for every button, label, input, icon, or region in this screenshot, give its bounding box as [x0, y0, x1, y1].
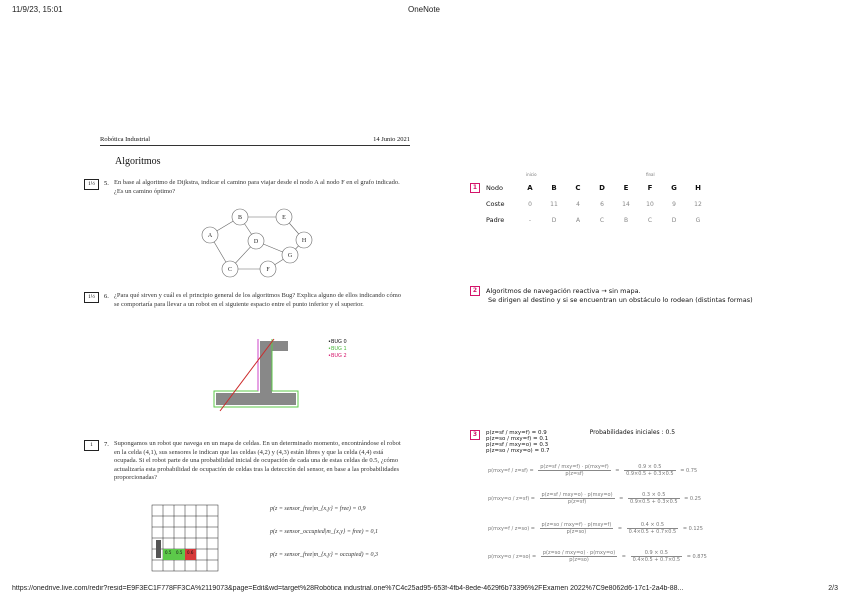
- print-url: https://onedrive.live.com/redir?resid=E9F3EC1F778FF3CA%2119073&page=Edit&wd=target%28Robótica industrial.one%7C4c25ad95-653f-4fb4-8ede-4629f6b73396%2FExamen 2022%7C9e8062d6-17c1-2a4b-88...: [12, 585, 684, 592]
- answer-1-table: [470, 180, 710, 228]
- given-probability: p(z=sf / mxy=f) = 0.9: [486, 430, 547, 436]
- node-header: E: [623, 184, 629, 192]
- node-header: D: [599, 184, 605, 192]
- question-points: 1½: [84, 179, 99, 190]
- table-row: [470, 180, 710, 196]
- table-row: [470, 196, 710, 212]
- sensor-formula: p(z = sensor_occupied|m_{x,y} = free) = 0,1: [270, 529, 379, 535]
- course-name: Robótica Industrial: [100, 136, 151, 143]
- bayes-calc: p(mxy=o / z=so) = $\frac{\text{p(z=so / mxy=o) · p(mxy=o)}}{p(z=so)}$ = $\frac{0.9 \times 0.5}{0.4\times 0.5 + 0.7\times 0.5}$ = 0.875: [488, 550, 707, 563]
- graph-node-label: F: [266, 267, 270, 273]
- grid-cell-label: 0.5: [165, 550, 172, 555]
- node-header: F: [647, 184, 653, 192]
- graph-node-label: H: [301, 238, 307, 244]
- bayes-calc: p(mxy=o / z=sf) = $\frac{\text{p(z=sf / mxy=o) · p(mxy=o)}}{p(z=sf)}$ = $\frac{0.3 \times 0.5}{0.9\times 0.5 + 0.3\times 0.5}$ = 0.25: [488, 492, 702, 505]
- question-points: 1½: [84, 292, 99, 303]
- node-header: A: [527, 184, 533, 192]
- parent-cell: D: [551, 216, 557, 224]
- grid-cell-label: 0.6: [187, 550, 194, 555]
- graph-node-label: D: [253, 239, 259, 245]
- robot-cell: [156, 540, 161, 558]
- print-datetime: 11/9/23, 15:01: [12, 5, 63, 14]
- answer-text: Algoritmos de navegación reactiva → sin mapa.: [486, 287, 641, 295]
- row-label: Padre: [486, 216, 505, 224]
- question-number: 6.: [104, 293, 109, 300]
- question-text: Supongamos un robot que navega en un mapa de celdas. En un determinado momento, encontrándose el robot en la celda (4,1), sus sensores le indican que las celdas (4,2) y (4,3) están libres y que la celda (4,4) está ocupada. Si el robot parte de una probabilidad inicial de ocupación de cada una de estas celdas de 0.5, ¿cómo actualizaría esta probabilidad de ocupación de celdas tras la detección del sensor, en base a las probabilidades proporcionadas?: [114, 440, 401, 481]
- parent-cell: G: [695, 216, 701, 224]
- question-5: [84, 179, 406, 196]
- cost-cell: 9: [672, 200, 676, 208]
- cost-cell: 11: [550, 200, 558, 208]
- start-mark: inicio: [526, 172, 537, 177]
- bayes-calc: p(mxy=f / z=sf) = $\frac{\text{p(z=sf / mxy=f) · p(mxy=f)}}{p(z=sf)}$ = $\frac{0.9 \times 0.5}{0.9\times 0.5 + 0.3\times 0.5}$ = 0.75: [488, 464, 698, 477]
- cost-cell: 12: [694, 200, 702, 208]
- bayes-calc: p(mxy=f / z=so) = $\frac{\text{p(z=so / mxy=f) · p(mxy=f)}}{p(z=so)}$ = $\frac{0.4 \times 0.5}{0.4\times 0.5 + 0.7\times 0.5}$ = 0.125: [488, 522, 703, 535]
- dijkstra-graph: [196, 203, 326, 285]
- graph-node-label: B: [237, 215, 243, 221]
- exam-date: 14 Junio 2021: [373, 136, 410, 143]
- grid-cell-label: 0.5: [176, 550, 183, 555]
- answer-number-badge: 2: [470, 286, 480, 296]
- node-header: G: [671, 184, 677, 192]
- cost-cell: 6: [600, 200, 604, 208]
- answer-3: [470, 430, 675, 454]
- table-row: [470, 212, 710, 228]
- bug-legend-1: •BUG 1: [328, 346, 347, 352]
- exam-document: [88, 135, 410, 558]
- question-text: ¿Para qué sirven y cuál es el principio general de los algoritmos Bug? Explica alguno de ellos indicando cómo se comportaría para llevar a un robot en el siguiente espacio entre el punto inferior y el superior.: [114, 292, 401, 308]
- bug-legend-2: •BUG 2: [328, 353, 347, 359]
- graph-node-label: A: [207, 233, 213, 239]
- question-6: [84, 292, 406, 309]
- node-header: B: [551, 184, 557, 192]
- parent-cell: C: [647, 216, 653, 224]
- question-number: 7.: [104, 441, 109, 448]
- node-header: H: [695, 184, 701, 192]
- parent-cell: D: [671, 216, 677, 224]
- given-probability: p(z=so / mxy=f) = 0.1: [486, 436, 549, 442]
- parent-cell: -: [528, 216, 532, 224]
- parent-cell: B: [623, 216, 629, 224]
- initial-probabilities: Probabilidades iniciales : 0.5: [589, 429, 676, 436]
- answer-2: [470, 286, 753, 304]
- bug-legend-0: •BUG 0: [328, 339, 347, 345]
- node-header: C: [575, 184, 581, 192]
- parent-cell: C: [599, 216, 605, 224]
- question-text: En base al algoritmo de Dijkstra, indicar el camino para viajar desde el nodo A al nodo F en el grafo indicado. ¿Es un camino óptimo?: [114, 179, 400, 195]
- question-points: 1: [84, 440, 99, 451]
- cost-cell: 14: [622, 200, 630, 208]
- cost-cell: 0: [528, 200, 532, 208]
- graph-node-label: G: [287, 253, 293, 259]
- graph-node-label: E: [282, 215, 286, 221]
- sensor-formula: p(z = sensor_free|m_{x,y} = free) = 0,9: [270, 506, 366, 512]
- given-probability: p(z=so / mxy=o) = 0.7: [486, 448, 550, 454]
- row-label: 1 Nodo: [470, 183, 518, 193]
- row-label: Coste: [486, 200, 505, 208]
- sensor-formula: p(z = sensor_free|m_{x,y} = occupied) = 0,3: [270, 552, 379, 558]
- given-probability: p(z=sf / mxy=o) = 0.3: [486, 442, 549, 448]
- cost-cell: 10: [646, 200, 654, 208]
- bug-algorithm-map: [210, 335, 370, 417]
- question-number: 5.: [104, 180, 109, 187]
- occupancy-grid: [150, 503, 222, 575]
- cost-cell: 4: [576, 200, 580, 208]
- answer-text: Se dirigen al destino y si se encuentran un obstáculo lo rodean (distintas formas): [488, 296, 753, 304]
- question-7: [84, 440, 406, 483]
- end-mark: final: [646, 172, 655, 177]
- answer-number-badge: 3: [470, 430, 480, 440]
- parent-cell: A: [575, 216, 581, 224]
- document-header: [100, 135, 410, 146]
- section-title: Algoritmos: [115, 156, 161, 167]
- answer-number-badge: 1: [470, 183, 480, 193]
- print-app-title: OneNote: [407, 5, 441, 14]
- page-number: 2/3: [828, 585, 838, 592]
- graph-node-label: C: [227, 267, 233, 273]
